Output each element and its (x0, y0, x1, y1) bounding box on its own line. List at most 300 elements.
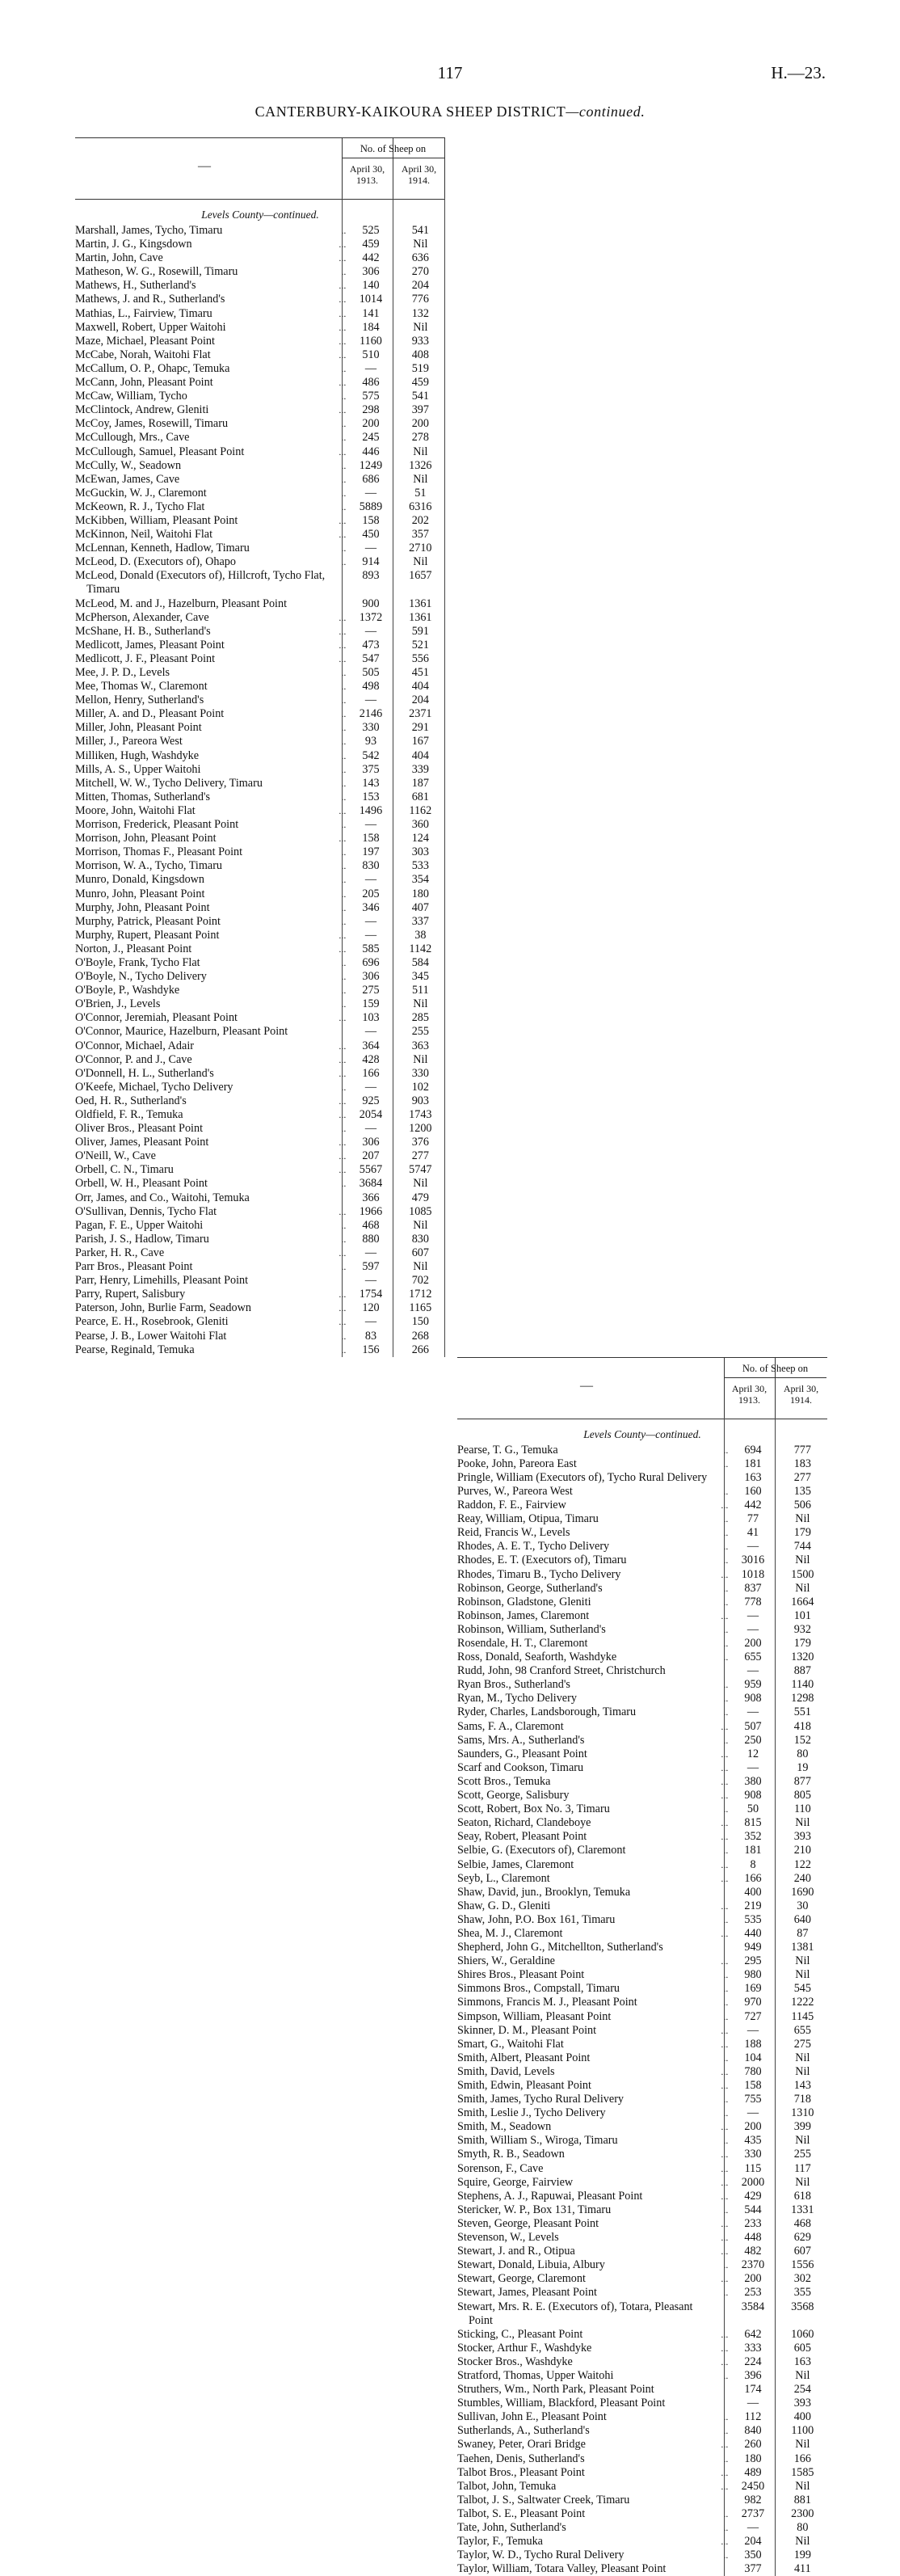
table-row (75, 390, 445, 403)
row-1913: — (364, 873, 377, 887)
table-row (457, 1858, 827, 1872)
row-name: Smith, James, Tycho Rural Delivery (457, 2093, 625, 2106)
table-row (75, 652, 445, 666)
row-name: Morrison, John, Pleasant Point (75, 832, 217, 845)
row-1914: 1145 (791, 2009, 814, 2023)
row-name: McCabe, Norah, Waitohi Flat (75, 348, 211, 361)
row-name: Parish, J. S., Hadlow, Timaru (75, 1232, 209, 1246)
row-name: McShane, H. B., Sutherland's (75, 624, 211, 638)
row-name: Oed, H. R., Sutherland's (75, 1094, 187, 1107)
row-1914: 1712 (409, 1288, 432, 1301)
row-name: Rosendale, H. T., Claremont (457, 1637, 588, 1650)
row-1913: — (746, 2521, 759, 2534)
row-leader: .. (341, 1233, 347, 1245)
row-name: Raddon, F. E., Fairview (457, 1499, 566, 1512)
row-name: Murphy, Rupert, Pleasant Point (75, 928, 220, 942)
row-name: Morrison, W. A., Tycho, Timaru (75, 859, 223, 873)
row-1913: 535 (744, 1912, 762, 1926)
row-name: Mitten, Thomas, Sutherland's (75, 790, 211, 803)
row-1914: 1664 (791, 1595, 814, 1608)
table-row (457, 2010, 827, 2024)
row-1913: 83 (364, 1329, 377, 1343)
table-row (75, 887, 445, 901)
row-1914: Nil (413, 472, 428, 486)
row-1914: 521 (411, 638, 429, 651)
row-1913: 143 (362, 776, 380, 790)
row-1913: — (364, 1246, 377, 1259)
row-leader (713, 2562, 728, 2576)
table-row (457, 2480, 827, 2494)
row-name: Robinson, Gladstone, Gleniti (457, 1595, 591, 1608)
row-leader: ... (721, 2355, 729, 2367)
row-1914: Nil (795, 1816, 810, 1830)
row-leader: ... (721, 2162, 729, 2174)
row-leader: ... (339, 238, 347, 251)
row-leader: .. (341, 1261, 347, 1273)
row-leader: .. (341, 860, 347, 872)
row-name: Mitchell, W. W., Tycho Delivery, Timaru (75, 776, 263, 790)
row-1914: 451 (411, 666, 429, 679)
row-name: Stevenson, W., Levels (457, 2231, 559, 2245)
row-1913: 200 (744, 1637, 762, 1650)
row-1913: — (364, 486, 377, 500)
table-row (457, 2217, 827, 2231)
row-1914: 533 (411, 859, 429, 873)
row-1913: 840 (744, 2424, 762, 2438)
row-name: Talbot, S. E., Pleasant Point (457, 2506, 586, 2520)
row-1914: 51 (414, 486, 427, 500)
table-row (457, 2410, 827, 2424)
row-1914: 339 (411, 762, 429, 776)
row-1913: 446 (362, 445, 380, 458)
row-1914: 167 (411, 735, 429, 748)
row-name: Scott, Robert, Box No. 3, Timaru (457, 1802, 610, 1816)
table-row (75, 721, 445, 735)
row-leader: .. (723, 2107, 729, 2119)
row-1913: 755 (744, 2093, 762, 2106)
row-1913: 959 (744, 1678, 762, 1692)
table-row (457, 1927, 827, 1941)
row-name: Stocker, Arthur F., Washdyke (457, 2341, 592, 2355)
row-1914: 266 (411, 1343, 429, 1356)
row-name: Pearce, E. H., Rosebrook, Gleniti (75, 1315, 229, 1329)
table-row (457, 1899, 827, 1913)
table-row (75, 1315, 445, 1329)
row-1914: 135 (793, 1484, 811, 1498)
row-1913: 442 (744, 1499, 762, 1512)
row-1914: 277 (411, 1149, 429, 1163)
row-1914: Nil (795, 2368, 810, 2382)
row-leader: .. (723, 1803, 729, 1815)
table-row (457, 2369, 827, 2383)
row-leader: .. (341, 1081, 347, 1093)
row-1913: 158 (362, 832, 380, 845)
row-1913: 158 (744, 2079, 762, 2092)
row-name: McLeod, D. (Executors of), Ohapo (75, 555, 236, 569)
row-name: McLeod, Donald (Executors of), Hillcroft, Tycho Flat, Timaru (75, 569, 326, 597)
row-name: Marshall, James, Tycho, Timaru (75, 224, 223, 237)
row-leader: ... (721, 2065, 729, 2077)
row-1913: 1249 (359, 458, 383, 472)
table-row (75, 859, 445, 873)
row-name: Robinson, George, Sutherland's (457, 1581, 603, 1595)
row-name: Smith, M., Seadown (457, 2120, 552, 2134)
table-row (457, 1692, 827, 1705)
row-name: Sams, Mrs. A., Sutherland's (457, 1733, 585, 1747)
row-name: McEwan, James, Cave (75, 472, 180, 486)
table-row (75, 251, 445, 265)
row-1914: 681 (411, 790, 429, 803)
row-1913: 103 (362, 1011, 380, 1025)
row-leader (713, 2300, 728, 2328)
table-row (75, 265, 445, 279)
row-1914: Nil (795, 2438, 810, 2452)
row-1914: 30 (797, 1899, 809, 1912)
row-1913: — (364, 1122, 377, 1136)
table-row (457, 1485, 827, 1499)
table-row (75, 818, 445, 832)
section-heading: Levels County—continued. (201, 209, 319, 221)
row-1914: 199 (793, 2549, 811, 2562)
table-row (457, 2024, 827, 2038)
table-row (75, 542, 445, 555)
row-1913: 837 (744, 1581, 762, 1595)
row-1913: 1966 (359, 1204, 383, 1218)
header-group-rule (724, 1377, 826, 1378)
row-leader: .. (723, 1596, 729, 1608)
table-row (75, 1288, 445, 1301)
row-leader: .. (341, 390, 347, 403)
table-row (457, 2176, 827, 2190)
table-row (457, 2452, 827, 2466)
table-row (75, 901, 445, 915)
row-1914: 830 (411, 1232, 429, 1246)
row-leader: .. (341, 667, 347, 678)
row-1914: Nil (413, 555, 428, 569)
row-name: McGuckin, W. J., Claremont (75, 486, 207, 500)
row-leader: .. (723, 2507, 729, 2519)
row-1914: 1331 (791, 2203, 814, 2216)
row-name: Stephens, A. J., Rapuwai, Pleasant Point (457, 2189, 643, 2203)
row-1913: 188 (744, 2037, 762, 2051)
table-row (75, 915, 445, 929)
row-1913: 1160 (360, 334, 382, 348)
row-1914: Nil (795, 2134, 810, 2148)
row-1914: 330 (411, 1066, 429, 1080)
table-row (75, 639, 445, 652)
row-name: Scott Bros., Temuka (457, 1774, 551, 1788)
row-1913: 2450 (741, 2479, 765, 2493)
table-row (75, 1094, 445, 1108)
row-1914: 357 (411, 528, 429, 542)
table-row (75, 279, 445, 293)
row-1914: Nil (795, 2175, 810, 2189)
table-row (457, 2258, 827, 2272)
row-leader: ... (721, 2342, 729, 2354)
row-name: Pearse, Reginald, Temuka (75, 1343, 195, 1356)
row-1913: 982 (744, 2493, 762, 2506)
row-1913: 2370 (741, 2258, 765, 2272)
row-name: Robinson, James, Claremont (457, 1608, 590, 1622)
row-name: McCullough, Mrs., Cave (75, 431, 190, 445)
table-row (75, 238, 445, 251)
row-name: Pearse, T. G., Temuka (457, 1443, 558, 1457)
row-1914: 1085 (409, 1204, 432, 1218)
row-name: O'Donnell, H. L., Sutherland's (75, 1066, 214, 1080)
row-1914: 80 (797, 2521, 809, 2534)
row-name: Steven, George, Pleasant Point (457, 2216, 599, 2230)
row-1913: 115 (744, 2161, 762, 2175)
row-leader: ... (339, 1053, 347, 1065)
row-leader: .. (723, 1513, 729, 1525)
row-name: Maxwell, Robert, Upper Waitohi (75, 320, 226, 334)
row-name: Simpson, William, Pleasant Point (457, 2009, 612, 2023)
row-1914: Nil (795, 2064, 810, 2078)
table-row (75, 625, 445, 639)
row-name: Norton, J., Pleasant Point (75, 942, 192, 955)
row-1914: 1585 (791, 2465, 814, 2479)
table-row (457, 1596, 827, 1609)
row-leader: .. (341, 459, 347, 471)
row-leader: .. (723, 1996, 729, 2009)
row-leader: ... (339, 335, 347, 347)
row-leader: ... (721, 2232, 729, 2244)
row-1914: 166 (793, 2452, 811, 2465)
row-1913: 204 (744, 2535, 762, 2549)
row-1914: 777 (793, 1443, 811, 1457)
row-1914: Nil (413, 1052, 428, 1066)
row-leader: ... (339, 445, 347, 457)
row-name: Mathias, L., Fairview, Timaru (75, 306, 212, 320)
row-1913: 181 (744, 1457, 762, 1470)
row-1913: 375 (362, 762, 380, 776)
row-leader: ... (339, 1136, 347, 1149)
row-name: Smith, Leslie J., Tycho Delivery (457, 2106, 606, 2120)
row-leader (330, 1025, 346, 1039)
row-leader (713, 1664, 728, 1678)
row-name: Stewart, James, Pleasant Point (457, 2286, 597, 2300)
table-row (75, 1108, 445, 1122)
row-1914: 393 (793, 1830, 811, 1844)
row-1913: 180 (744, 2452, 762, 2465)
row-leader: .. (341, 998, 347, 1010)
row-name: Ryder, Charles, Landsborough, Timaru (457, 1705, 637, 1719)
table-row (457, 2038, 827, 2051)
row-name: Stericker, W. P., Box 131, Timaru (457, 2203, 612, 2216)
table-row (457, 2272, 827, 2286)
row-1913: — (746, 1760, 759, 1774)
row-1913: 380 (744, 1774, 762, 1788)
row-1913: — (364, 624, 377, 638)
table-row (75, 1067, 445, 1081)
row-leader: ... (339, 611, 347, 623)
table-row (75, 445, 445, 459)
row-leader: ... (721, 1817, 729, 1829)
row-leader: .. (341, 694, 347, 706)
row-1914: 1743 (409, 1108, 432, 1121)
row-leader: ... (339, 929, 347, 941)
row-1913: 160 (744, 1484, 762, 1498)
row-leader: .. (723, 1913, 729, 1925)
row-1913: 120 (362, 1301, 380, 1315)
row-1914: Nil (413, 997, 428, 1011)
row-name: O'Boyle, N., Tycho Delivery (75, 970, 207, 984)
row-1914: 1320 (791, 1651, 814, 1664)
row-leader (713, 2397, 728, 2410)
row-leader: .. (723, 2522, 729, 2533)
row-1913: 489 (744, 2465, 762, 2479)
row-1914: 545 (793, 1982, 811, 1996)
row-leader: .. (341, 736, 347, 748)
row-leader: .. (723, 2203, 729, 2216)
row-1913: 908 (744, 1692, 762, 1705)
table-row (75, 473, 445, 487)
row-1913: 3016 (741, 1554, 765, 1567)
row-leader: ... (721, 2190, 729, 2202)
row-1914: 605 (793, 2341, 811, 2355)
left-rows (75, 224, 445, 1357)
row-leader: .. (341, 556, 347, 568)
table-row (457, 2106, 827, 2120)
row-leader: .. (723, 1457, 729, 1469)
row-1913: 815 (744, 1816, 762, 1830)
row-leader (713, 1886, 728, 1899)
table-row (457, 1816, 827, 1830)
row-leader: .. (723, 2369, 729, 2381)
row-name: Taehen, Denis, Sutherland's (457, 2452, 585, 2465)
row-leader: ... (721, 2328, 729, 2340)
row-1913: 435 (744, 2134, 762, 2148)
row-1914: 337 (411, 914, 429, 928)
row-leader: ... (721, 2217, 729, 2229)
row-name: Smith, Albert, Pleasant Point (457, 2051, 591, 2064)
table-row (457, 2424, 827, 2438)
row-1914: 1060 (791, 2327, 814, 2341)
row-name: Orr, James, and Co., Waitohi, Temuka (75, 1191, 250, 1204)
row-leader: .. (341, 708, 347, 720)
row-name: O'Connor, Michael, Adair (75, 1039, 194, 1052)
row-leader: ... (339, 625, 347, 637)
table-row (457, 1941, 827, 1954)
row-1914: 408 (411, 348, 429, 361)
table-row (457, 1844, 827, 1857)
row-1914: 418 (793, 1719, 811, 1733)
table-row (457, 1582, 827, 1596)
row-1913: 486 (362, 376, 380, 390)
table-row (75, 791, 445, 804)
row-name: Medlicott, J. F., Pleasant Point (75, 651, 216, 665)
table-row (457, 2134, 827, 2148)
row-leader: ... (721, 1568, 729, 1580)
row-1914: 640 (793, 1912, 811, 1926)
table-row (457, 2148, 827, 2161)
row-1913: 330 (362, 721, 380, 735)
row-1914: 2710 (409, 542, 432, 555)
row-leader: ... (339, 404, 347, 416)
row-1913: 159 (362, 997, 380, 1011)
row-leader: .. (341, 749, 347, 761)
row-1913: 364 (362, 1039, 380, 1052)
row-name: Morrison, Frederick, Pleasant Point (75, 818, 239, 832)
row-1914: 744 (793, 1540, 811, 1554)
row-name: Shepherd, John G., Mitchellton, Sutherland's (457, 1941, 663, 1954)
table-row (75, 1011, 445, 1025)
row-1913: — (364, 914, 377, 928)
row-1913: 544 (744, 2203, 762, 2216)
row-1914: 275 (793, 2037, 811, 2051)
table-row (75, 403, 445, 417)
row-leader: ... (339, 652, 347, 664)
row-leader: ... (339, 280, 347, 292)
row-1914: 87 (797, 1926, 809, 1940)
row-leader: ... (721, 1858, 729, 1870)
table-row (75, 804, 445, 818)
row-1913: 181 (744, 1844, 762, 1857)
table-row (75, 1122, 445, 1136)
row-1913: 306 (362, 265, 380, 279)
row-name: Selbie, James, Claremont (457, 1857, 574, 1871)
row-leader: ... (339, 377, 347, 389)
row-1914: 1140 (791, 1678, 814, 1692)
row-1913: 275 (362, 984, 380, 997)
row-1914: Nil (795, 2535, 810, 2549)
row-1914: 556 (411, 651, 429, 665)
row-leader: .. (723, 1444, 729, 1456)
row-leader: ... (339, 348, 347, 360)
row-1914: 303 (411, 845, 429, 859)
row-leader: ... (721, 2536, 729, 2548)
row-1914: 270 (411, 265, 429, 279)
row-name: Morrison, Thomas F., Pleasant Point (75, 845, 243, 859)
row-leader: .. (341, 432, 347, 444)
row-1913: 156 (362, 1343, 380, 1356)
row-name: Shaw, G. D., Gleniti (457, 1899, 551, 1912)
row-leader: .. (723, 1638, 729, 1649)
row-1913: — (364, 542, 377, 555)
row-name: O'Boyle, P., Washdyke (75, 984, 180, 997)
row-name: Mellon, Henry, Sutherland's (75, 694, 204, 707)
row-leader: .. (341, 1219, 347, 1231)
row-1913: 1014 (359, 293, 383, 306)
row-1913: — (364, 1025, 377, 1039)
row-name: Rhodes, Timaru B., Tycho Delivery (457, 1567, 621, 1581)
row-1914: 3568 (791, 2300, 814, 2313)
row-1914: 877 (793, 1774, 811, 1788)
header-dash: — (580, 1378, 593, 1393)
row-1913: 295 (744, 1954, 762, 1968)
row-name: Ryan, M., Tycho Delivery (457, 1692, 577, 1705)
table-row (457, 1789, 827, 1802)
row-1914: 1162 (409, 803, 432, 817)
row-leader: ... (339, 1164, 347, 1176)
row-1913: 233 (744, 2216, 762, 2230)
row-1914: 1690 (791, 1885, 814, 1899)
row-1913: 250 (744, 1733, 762, 1747)
row-leader: .. (341, 1178, 347, 1190)
row-1913: 377 (744, 2562, 762, 2576)
row-1914: 397 (411, 403, 429, 417)
row-1913: 1018 (741, 1567, 765, 1581)
header-group-label: No. of Sheep on (742, 1362, 809, 1374)
row-1913: — (364, 1315, 377, 1329)
row-name: Squire, George, Fairview (457, 2175, 574, 2189)
row-leader: ... (721, 2038, 729, 2050)
row-1914: 805 (793, 1789, 811, 1802)
row-name: Shea, M. J., Claremont (457, 1926, 563, 1940)
row-1914: 541 (411, 224, 429, 237)
row-1913: 350 (744, 2549, 762, 2562)
row-1914: 1298 (791, 1692, 814, 1705)
